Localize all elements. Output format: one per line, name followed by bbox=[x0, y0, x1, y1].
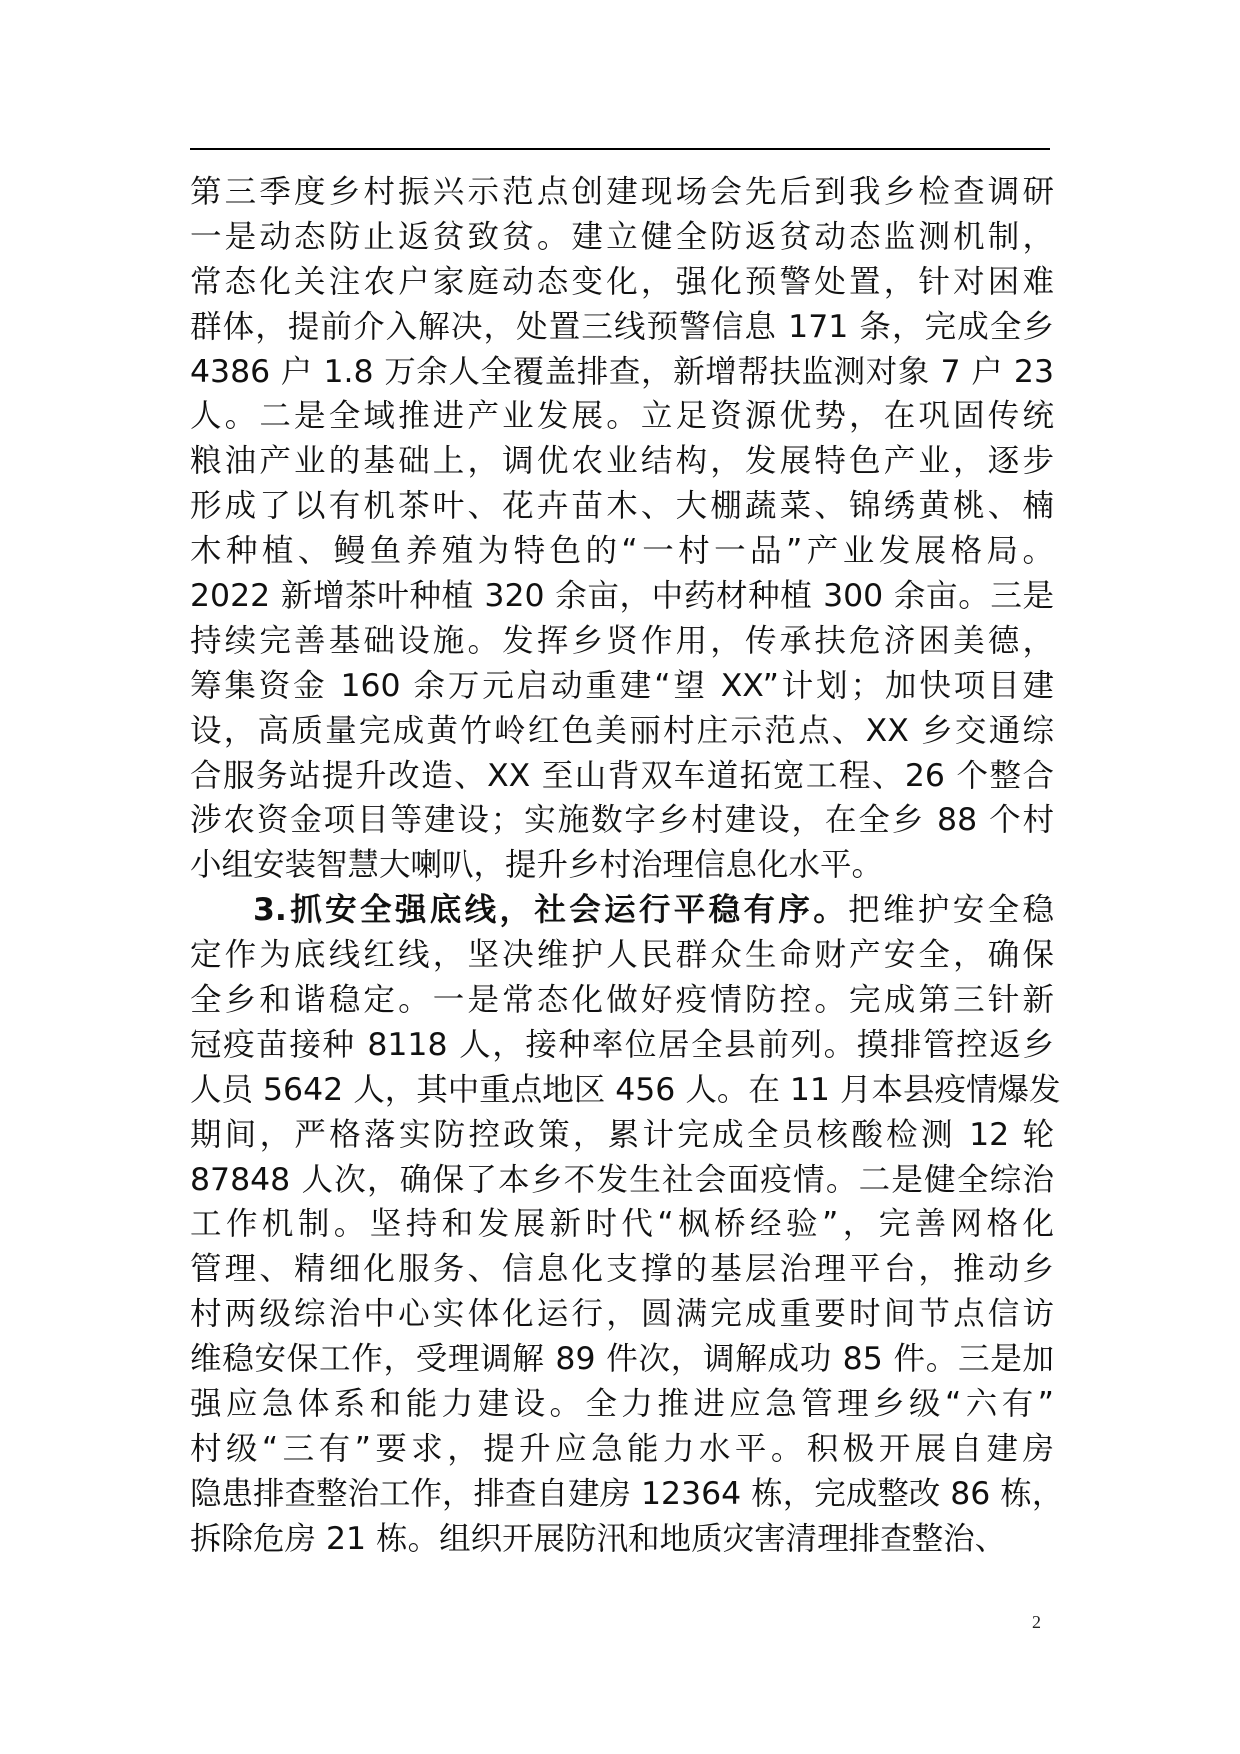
section-3-safety bbox=[190, 888, 1064, 1561]
paragraph-line: 管理、精细化服务、信息化支撑的基层治理平台，推动乡 bbox=[190, 1251, 1054, 1288]
paragraph-line: 工作机制。坚持和发展新时代“枫桥经验”，完善网格化 bbox=[190, 1206, 1054, 1243]
paragraph-line: 隐患排查整治工作，排查自建房 12364 栋，完成整改 86 栋， bbox=[190, 1475, 1064, 1512]
paragraph-line: 期间，严格落实防控政策，累计完成全员核酸检测 12 轮 bbox=[190, 1116, 1054, 1153]
paragraph-line: 全乡和谐稳定。一是常态化做好疫情防控。完成第三针新 bbox=[190, 982, 1054, 1019]
paragraph-line: 常态化关注农户家庭动态变化，强化预警处置，针对困难 bbox=[190, 263, 1054, 300]
paragraph-line: 强应急体系和能力建设。全力推进应急管理乡级“六有” bbox=[190, 1386, 1054, 1423]
paragraph-line: 人员 5642 人，其中重点地区 456 人。在 11 月本县疫情爆发 bbox=[190, 1071, 1061, 1108]
paragraph-line: 筹集资金 160 余万元启动重建“望 XX”计划；加快项目建 bbox=[190, 667, 1054, 704]
paragraph-line: 涉农资金项目等建设；实施数字乡村建设，在全乡 88 个村 bbox=[190, 802, 1054, 839]
paragraph-line: 定作为底线红线，坚决维护人民群众生命财产安全，确保 bbox=[190, 937, 1054, 974]
paragraph-line: 设，高质量完成黄竹岭红色美丽村庄示范点、XX 乡交通综 bbox=[190, 712, 1054, 749]
paragraph-line: 合服务站提升改造、XX 至山背双车道拓宽工程、26 个整合 bbox=[190, 757, 1054, 794]
paragraph-line: 持续完善基础设施。发挥乡贤作用，传承扶危济困美德， bbox=[190, 622, 1054, 659]
paragraph-line: 拆除危房 21 栋。组织开展防汛和地质灾害清理排查整治、 bbox=[190, 1520, 1007, 1557]
paragraph-line: 冠疫苗接种 8118 人，接种率位居全县前列。摸排管控返乡 bbox=[190, 1026, 1054, 1063]
document-body bbox=[190, 170, 1064, 1562]
paragraph-line: 87848 人次，确保了本乡不发生社会面疫情。二是健全综治 bbox=[190, 1161, 1054, 1198]
paragraph-line: 人。二是全域推进产业发展。立足资源优势，在巩固传统 bbox=[190, 398, 1054, 435]
paragraph-line: 2022 新增茶叶种植 320 余亩，中药材种植 300 余亩。三是 bbox=[190, 578, 1054, 615]
paragraph-line: 村两级综治中心实体化运行，圆满完成重要时间节点信访 bbox=[190, 1296, 1054, 1333]
section-heading-line bbox=[190, 888, 1054, 933]
paragraph-line: 形成了以有机茶叶、花卉苗木、大棚蔬菜、锦绣黄桃、楠 bbox=[190, 488, 1054, 525]
paragraph-line: 木种植、鳗鱼养殖为特色的“一村一品”产业发展格局。 bbox=[190, 533, 1054, 570]
paragraph-line: 一是动态防止返贫致贫。建立健全防返贫动态监测机制， bbox=[190, 218, 1054, 255]
section-heading-rest: 把维护安全稳 bbox=[848, 892, 1054, 929]
paragraph-line: 群体，提前介入解决，处置三线预警信息 171 条，完成全乡 bbox=[190, 308, 1054, 345]
paragraph-line: 维稳安保工作，受理调解 89 件次，调解成功 85 件。三是加 bbox=[190, 1341, 1054, 1378]
header-rule bbox=[190, 148, 1050, 150]
paragraph-rural-revitalization bbox=[190, 170, 1054, 888]
paragraph-line: 村级“三有”要求，提升应急能力水平。积极开展自建房 bbox=[190, 1430, 1054, 1467]
paragraph-line: 小组安装智慧大喇叭，提升乡村治理信息化水平。 bbox=[190, 847, 884, 884]
paragraph-line: 粮油产业的基础上，调优农业结构，发展特色产业，逐步 bbox=[190, 443, 1054, 480]
paragraph-line: 第三季度乡村振兴示范点创建现场会先后到我乡检查调研 bbox=[190, 174, 1054, 210]
page-number: 2 bbox=[1032, 1612, 1041, 1632]
section-heading: 3.抓安全强底线，社会运行平稳有序。 bbox=[253, 892, 849, 929]
paragraph-line: 4386 户 1.8 万余人全覆盖排查，新增帮扶监测对象 7 户 23 bbox=[190, 353, 1054, 390]
